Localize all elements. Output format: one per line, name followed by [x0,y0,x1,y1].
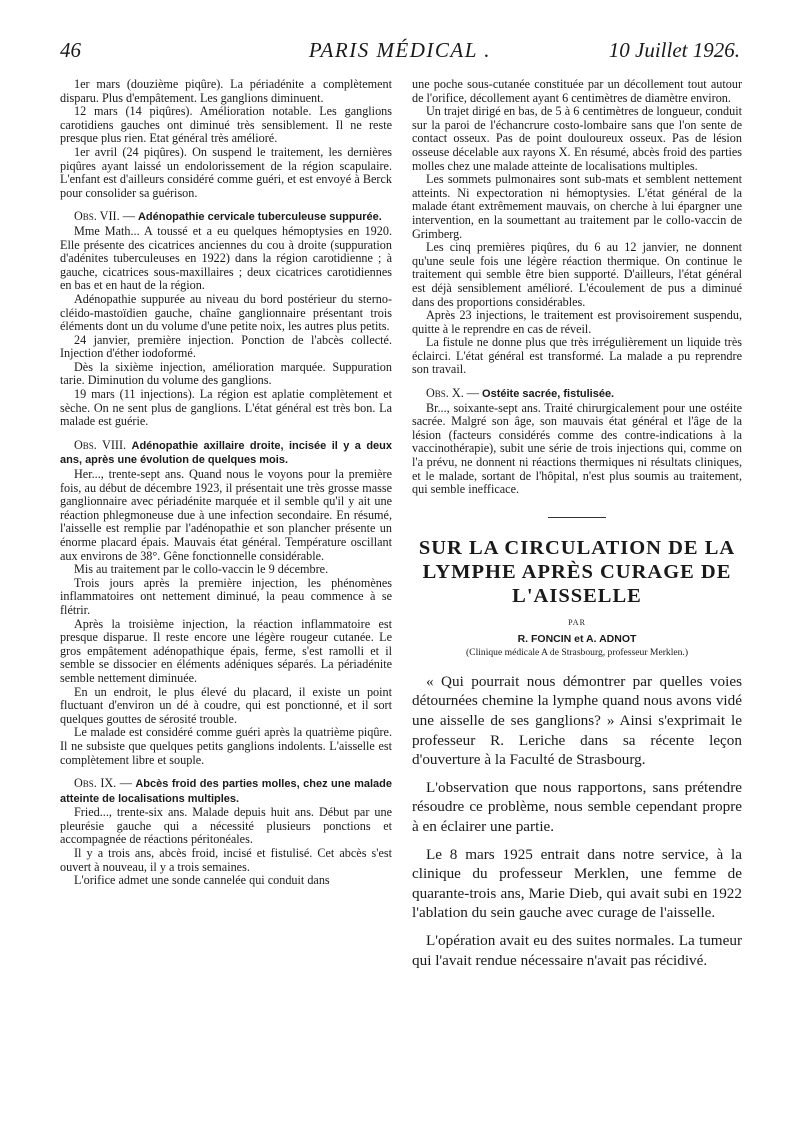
paragraph: Les sommets pulmonaires sont sub-mats et semblent nettement atteints. Ni expectoration ni hémoptysies. L'état général de la malade étant extrêmement mauvais, on cherche à lui épargner une intervention, en la soumettant au traitement par le collo-vaccin de Grimberg. [412,172,742,241]
paragraph: Le malade est considéré comme guéri après la quatrième piqûre. Il ne subsiste que quelques petits ganglions indolents. L'aisselle est complètement libre et souple. [60,725,392,767]
obs-subject: Adénopathie cervicale tuberculeuse suppurée. [137,211,382,224]
paragraph: Adénopathie suppurée au niveau du bord postérieur du sterno-cléido-mastoïdien gauche, chaîne ganglionnaire présentant trois éléments dont un du volume d'une petite noix, les autres plus petits. [60,291,392,334]
paragraph: 1er mars (douzième piqûre). La périadénite a complètement disparu. Plus d'empâtement. Les ganglions diminuent. [60,77,392,105]
journal-title: PARIS MÉDICAL . [308,38,492,62]
obs-7-heading [60,210,392,225]
obs-10-heading [412,387,742,402]
paragraph: 19 mars (11 injections). La région est aplatie complètement et sèche. On ne sent plus de ganglions. L'état général est très bon. La malade est guérie. [60,387,392,429]
paragraph: Les cinq premières piqûres, du 6 au 12 janvier, ne donnent qu'une seule fois une légère réaction thermique. On continue le traitement qui semble être bien supporté. D'ailleurs, l'état général est déjà sensiblement amélioré. L'écoulement de pus a diminué dans des proportions considérables. [412,240,742,309]
obs-label: Obs. VII. — [74,209,135,224]
obs-label: Obs. VIII. [74,437,127,452]
article-authors: R. FONCIN et A. ADNOT [517,632,637,645]
running-header [60,38,740,68]
paragraph: 12 mars (14 piqûres). Amélioration notable. Les ganglions carotidiens gauches ont diminué très sensiblement. Il ne reste presque plus rien. Etat général très amélioré. [60,104,392,146]
paragraph: Il y a trois ans, abcès froid, incisé et fistulisé. Cet abcès s'est ouvert à nouveau, il y a trois semaines. [60,846,392,874]
right-column [412,78,742,978]
article-body [412,672,742,970]
paragraph: Mis au traitement par le collo-vaccin le 9 décembre. [74,562,329,577]
issue-date: 10 Juillet 1926. [608,38,740,62]
section-divider [548,517,606,518]
paragraph: Après la troisième injection, la réaction inflammatoire est presque disparue. Il reste encore une légère rougeur cutanée. Le gros empâtement adénopathique épais, ferme, s'est ramolli et il semble se dissocier en éléments adéniques séparés. La périadénite semble nettement diminuée. [60,616,392,685]
paragraph: L'orifice admet une sonde cannelée qui conduit dans [74,873,330,888]
page-number: 46 [60,38,81,62]
paragraph: Fried..., trente-six ans. Malade depuis huit ans. Début par une pleurésie gauche qui a nécessité plusieurs ponctions et accompagnée de réactions péritonéales. [60,805,392,847]
paragraph: une poche sous-cutanée constituée par un décollement tout autour de l'orifice, décollement ayant 6 centimètres de diamètre environ. [412,77,742,105]
paragraph: Mme Math... A toussé et a eu quelques hémoptysies en 1920. Elle présente des cicatrices anciennes du cou à droite (suppuration d'adénites tuberculeuses en 1922) dans la région carotidienne ; à gauche, cicatrices sous-maxillaires ; deux cicatrices carotidiennes en bas et en haut de la région. [60,223,392,293]
paragraph: Le 8 mars 1925 entrait dans notre service, à la clinique du professeur Merklen, une femme de quarante-trois ans, Marie Dieb, qui avait subi en 1922 l'ablation du sein gauche avec curage de l'aisselle. [412,845,742,922]
paragraph: En un endroit, le plus élevé du placard, il existe un point fluctuant d'environ un dé à coudre, qui est ponctionné, et il sort quelques gouttes de sérosité trouble. [60,684,392,726]
paragraph: Après 23 injections, le traitement est provisoirement suspendu, quitte à le reprendre en cas de réveil. [412,308,742,336]
obs-subject: Ostéite sacrée, fistulisée. [482,388,615,401]
article-title: SUR LA CIRCULATION DE LA LYMPHE APRÈS CURAGE DE L'AISSELLE [418,536,736,607]
byline-par: PAR [568,617,586,627]
obs-subject: Abcès froid des parties molles, chez une malade atteinte de localisations multiples. [60,778,392,805]
obs-label: Obs. X. — [426,386,479,401]
paragraph: « Qui pourrait nous démontrer par quelles voies détournées chemine la lymphe quand nous avons vidé une aisselle de ses ganglions? » Ainsi s'exprimait le professeur R. Leriche dans sa récente leçon d'ouverture à la Faculté de Strasbourg. [412,672,742,769]
author-affiliation: (Clinique médicale A de Strasbourg, professeur Merklen.) [465,646,689,658]
paragraph: L'observation que nous rapportons, sans prétendre résoudre ce problème, nous semble cependant propre à en éclairer une partie. [412,778,742,835]
obs-subject: Adénopathie axillaire droite, incisée il y a deux ans, après une évolution de quelques mois. [60,439,392,467]
obs-8-heading [60,439,392,468]
paragraph: Br..., soixante-sept ans. Traité chirurgicalement pour une ostéite sacrée. Malgré son âge, son mauvais état général et l'âge de la lésion (facteurs considérés comme des contre-indications à la vaccinothérapie), subit une série de trois injections qui, comme on l'a prévu, ne donnent ni réactions thermiques ni résultats cliniques, et le malade, sortant de l'hôpital, n'est plus soumis au traitement, qui semble inefficace. [412,400,742,497]
paragraph: Trois jours après la première injection, les phénomènes inflammatoires ont nettement diminué, la peau commence à se flétrir. [60,575,392,617]
paragraph: Dès la sixième injection, amélioration marquée. Suppuration tarie. Diminution du volume des ganglions. [60,359,392,388]
paragraph: 1er avril (24 piqûres). On suspend le traitement, les dernières piqûres ayant laissé un endolorissement de la région scapulaire. L'enfant est d'ailleurs considéré comme guéri, et est envoyé à Berck pour consolider sa guérison. [60,144,392,200]
paragraph: L'opération avait eu des suites normales. La tumeur qui l'avait rendue nécessaire n'avait pas récidivé. [412,931,742,969]
obs-9-heading [60,777,392,806]
obs-label: Obs. IX. — [74,776,132,791]
paragraph: Un trajet dirigé en bas, de 5 à 6 centimètres de longueur, conduit sur la paroi de l'échancrure costo-lombaire sans que l'on sente de contact osseux. Pas de point douloureux osseux. Pas de lésion osseuse décelable aux rayons X. En résumé, abcès froid des parties molles chez une malade atteinte de localisations multiples. [412,104,742,173]
paragraph: La fistule ne donne plus que très irrégulièrement un liquide très éclairci. L'état général est transformé. La malade a pu reprendre son travail. [412,335,742,377]
left-column [60,78,392,888]
paragraph: Her..., trente-sept ans. Quand nous le voyons pour la première fois, au début de décembre 1923, il présentait une très grosse masse ganglionnaire avec périadénite marquée et il semble qu'il y ait une réaction phlegmoneuse due à une infection secondaire. En résumé, l'aisselle est remplie par l'adénopathie et son plancher présente un énorme placard épais. Mauvais état général. Température oscillant aux environs de 38°. Gêne fonctionnelle considérable. [60,467,392,563]
paragraph: 24 janvier, première injection. Ponction de l'abcès collecté. Injection d'éther iodoformé. [60,332,392,361]
